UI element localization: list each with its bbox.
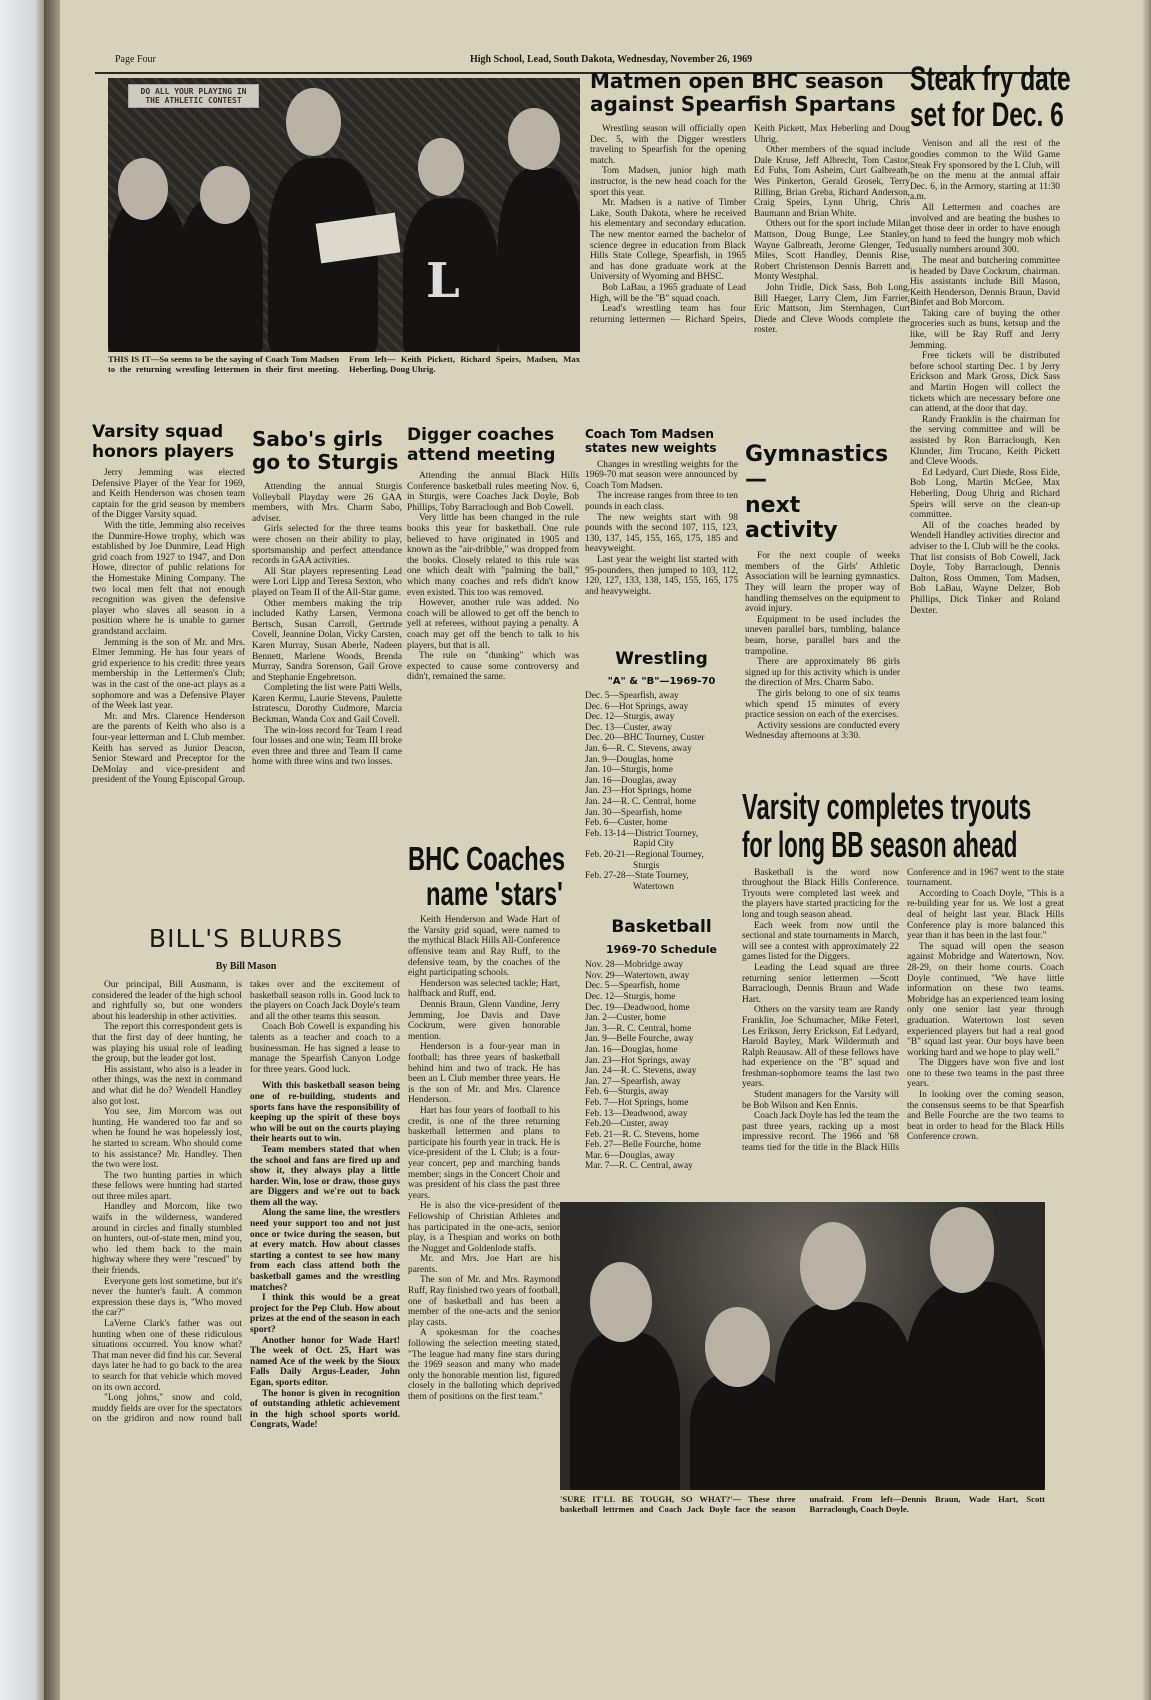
schedule-item: Dec. 20—BHC Tourney, Custer — [585, 733, 705, 744]
weights-headline: Coach Tom Madsen states new weights — [585, 427, 717, 455]
paragraph: Hart has four years of football to his credit, is one of the three returning basketball lettermen and plans to participate his fourth year in track. He is vice-president of the L Club; is a four-year concert, pep and marching bands member; sings in the Concert Choir and was president of his class the past three years. — [408, 1105, 560, 1201]
paragraph: Attending the annual Black Hills Conference basketball rules meeting Nov. 6, in Sturgis, were Coaches Jack Doyle, Bob Phillips, Toby Barraclough and Bob Cowell. — [407, 471, 579, 513]
schedule-item: Jan. 6—R. C. Stevens, away — [585, 744, 692, 755]
sabo-body — [252, 482, 402, 768]
paragraph: Handley and Morcom, like two waifs in the wilderness, wandered around in circles and finally stumbled on hunters, out-of-state men, mind you, who led them back to the main highway where they were "rescued" by their friends. — [92, 1202, 242, 1277]
gymnastics-article — [745, 442, 900, 742]
varsity-squad-headline: Varsity squad honors players — [92, 422, 235, 462]
paragraph: A spokesman for the coaches following the selection meeting stated, "The league had many fine stars during the 1969 season and many who made only the honorable mention list, figured closely in the balloting which deprived them of positions on the first team." — [408, 1328, 560, 1402]
schedule-item: Feb. 27-28—State Tourney, — [585, 871, 689, 882]
steak-fry-body — [910, 139, 1060, 616]
paragraph: The two hunting parties in which these fellows were hunting had started out three miles apart. — [92, 1170, 242, 1202]
steak-fry-headline-2: set for Dec. 6 — [910, 95, 1064, 134]
gymnastics-body — [745, 551, 900, 742]
paragraph: The son of Mr. and Mrs. Raymond Ruff, Ray finished two years of football, one of basketball and has been a member of the one-acts and the senior play casts. — [408, 1275, 560, 1328]
bhc-stars-headline-2: name 'stars' — [426, 874, 563, 912]
matmen-headline: Matmen open BHC season against Spearfish Spartans — [590, 69, 896, 116]
schedule-item: Dec. 6—Hot Springs, away — [585, 701, 689, 712]
weights-article — [585, 428, 738, 597]
paragraph: Jerry Jemming was elected Defensive Player of the Year for 1969, and Keith Henderson was chosen team captain for the grid season by members of the Digger Varsity squad. — [92, 468, 245, 521]
paragraph: The girls belong to one of six teams which spend 15 minutes of every practice session on each of the exercises. — [745, 688, 900, 721]
paragraph: Mr. Madsen is a native of Timber Lake, South Dakota, where he received his elementary and secondary education. The new mentor earned the bachelor of science degree in education from Black Hills State College, Spearfish, in 1965 and has done graduate work at the University of Wyoming and BHSC. — [590, 198, 746, 283]
schedule-item: Jan. 9—Belle Fourche, away — [585, 1034, 694, 1045]
paragraph: Equipment to be used includes the uneven parallel bars, tumbling, balance beam, horse, parallel bars and the trampoline. — [745, 614, 900, 657]
matmen-article — [590, 70, 910, 409]
schedule-item: Dec. 5—Spearfish, away — [585, 691, 679, 702]
gymnastics-headline-1: Gymnastics — — [745, 442, 889, 493]
paragraph: Jemming is the son of Mr. and Mrs. Elmer Jemming. He has four years of grid experience to his credit: three years membership in the Lettermen's Club; was in the cast of the one-act plays as a sophomore and was a Defensive Player of the Week last year. — [92, 637, 245, 712]
paragraph: Basketball is the word now throughout the Black Hills Conference. Tryouts were completed last week and the players have started practicing for the long and tough season ahead. — [742, 867, 899, 920]
paragraph: Coach Bob Cowell is expanding his talents as a teacher and coach to a businessman. He has signed a lease to manage the Spearfish Canyon Lodge for three years. Good luck. — [250, 1022, 400, 1075]
schedule-item: Nov. 28—Mobridge away — [585, 960, 684, 971]
schedule-item: Dec. 19—Deadwood, home — [585, 1002, 690, 1013]
paragraph: According to Coach Doyle, "This is a re-building year for us. We lost a great deal of height last year. Black Hills Conference play is more balanced this year than it has been in the last four." — [907, 888, 1064, 942]
paragraph: Ed Ledyard, Curt Diede, Ross Eide, Bob Long, Martin McGee, Max Heberling, Doug Uhrig and Richard Speirs will serve on the clean-up committee. — [910, 467, 1060, 521]
paragraph: All Star players representing Lead were Lori Lipp and Teresa Sexton, who played on Team II of the All-Star game. — [252, 566, 402, 598]
page-edge — [1143, 0, 1151, 1700]
paragraph: Each week from now until the sectional and state tournaments in March, will see a contest with approximately 22 games listed for the Diggers. — [742, 920, 899, 963]
paragraph: Wrestling season will officially open Dec. 5, with the Digger wrestlers traveling to Spearfish for the opening match. — [590, 124, 746, 166]
paragraph: The increase ranges from three to ten pounds in each class. — [585, 491, 738, 512]
schedule-item: Feb. 20-21—Regional Tourney, — [585, 849, 704, 860]
bhc-stars-headline-1: BHC Coaches — [408, 840, 566, 877]
paragraph: Henderson was selected tackle; Hart, halfback and Ruff, end. — [408, 978, 560, 1000]
wrestling-list — [585, 691, 738, 892]
blurbs-column — [92, 924, 400, 1600]
paragraph: Changes in wrestling weights for the 1969-70 mat season were announced by Coach Tom Madsen. — [585, 459, 738, 491]
wrestling-photo-caption: THIS IS IT—So seems to be the saying of Coach Tom Madsen to the returning wrestling lettermen in their first meeting. From left— Keith Pickett, Richard Speirs, Madsen, Max Heberling, Doug Uhrig. — [108, 354, 580, 374]
schedule-item: Feb. 27—Belle Fourche, home — [585, 1140, 701, 1151]
paragraph: His assistant, who also is a leader in other things, was the next in command and what did he do? Wendell Handley also got lost. — [92, 1064, 242, 1107]
schedule-item: Feb. 6—Sturgis, away — [585, 1087, 669, 1098]
paragraph: Henderson is a four-year man in football; has three years of basketball behind him and two of track. He has been an L Club member three years. He is the son of Mr. and Mrs. Clarence Henderson. — [408, 1042, 560, 1106]
paragraph: However, another rule was added. No coach will be allowed to get off the bench to yell at referees, without paying a penalty. A coach may get off the bench to talk to his players, but that is all. — [407, 598, 579, 651]
paragraph: Keith Henderson and Wade Hart of the Varsity grid squad, were named to the mythical Black Hills All-Conference offensive team and Ray Ruff, to the defensive team, by the coaches of the eight participating schools. — [408, 915, 560, 979]
schedule-item: Jan. 16—Douglas, home — [585, 1044, 678, 1055]
basketball-photo — [560, 1202, 1045, 1490]
schedule-item: Jan. 16—Douglas, away — [585, 775, 677, 786]
schedule-item: Feb. 13—Deadwood, away — [585, 1108, 688, 1119]
blurbs-byline: By Bill Mason — [215, 961, 277, 972]
paragraph: Mr. and Mrs. Joe Hart are his parents. — [408, 1254, 560, 1275]
paragraph: Bob LaBau, a 1965 graduate of Lead High, will be the "B" squad coach. — [590, 282, 746, 304]
tryouts-article — [742, 788, 1064, 1188]
steak-fry-article — [910, 60, 1071, 616]
schedule-item: Jan. 9—Douglas, home — [585, 754, 674, 765]
tryouts-body — [742, 868, 1064, 1188]
photo-sign: DO ALL YOUR PLAYING IN THE ATHLETIC CONTEST — [128, 84, 259, 108]
page-number: Page Four — [115, 54, 156, 65]
paragraph: The new weights start with 98 pounds with the second 107, 115, 123, 130, 137, 145, 155, 165, 175, 185 and heavyweight. — [585, 512, 738, 555]
schedule-item: Dec. 5—Spearfish, home — [585, 981, 680, 992]
schedule-item: Jan. 27—Spearfish, away — [585, 1076, 681, 1087]
schedule-item: Dec. 13—Custer, away — [585, 722, 673, 733]
paragraph: "Long johns," snow and cold, muddy fields are over for the spectators on the gridiron and now round ball takes over and the excitement of basketball season rolls in. Good luck to the players on Coach Jack Doyle's team and all the other teams this season. — [92, 980, 400, 1425]
basketball-subtitle: 1969-70 Schedule — [606, 942, 717, 956]
paragraph: Team members stated that when the school and fans are fired up and show it, they always play a little harder. Win, lose or draw, those guys are Diggers and we're out to back them all the way. — [250, 1144, 400, 1208]
varsity-squad-article — [92, 423, 245, 786]
paragraph: LaVerne Clark's father was out hunting when one of these ridiculous situations occurred. You know what? That man never did find his car. Several days later he had to go back to the area to search for that vehicle which moved on its own accord. — [92, 1319, 242, 1393]
schedule-item: Sturgis — [633, 860, 660, 871]
paragraph: There are approximately 86 girls signed up for this activity which is under the direction of Mrs. Charm Sabo. — [745, 657, 900, 689]
page-margin — [0, 0, 44, 1700]
schedule-item: Jan. 2—Custer, home — [585, 1013, 666, 1024]
schedule-item: Feb.20—Custer, away — [585, 1119, 669, 1130]
paragraph: The meat and butchering committee is headed by Dave Cockrum, chairman. His assistants include Bill Mason, Keith Henderson, Dennis Braun, David Binfet and Bob Morcom. — [910, 255, 1060, 309]
paragraph: Dennis Braun, Glenn Vandine, Jerry Jemming, Joe Davis and Dave Cockrum, were given honorable mention. — [408, 1000, 560, 1042]
schedule-item: Jan. 23—Hot Springs, away — [585, 1055, 691, 1066]
paragraph: Other members of the squad include Dale Kruse, Jeff Albrecht, Tom Castor, Ed Fuhs, Tom Asheim, Curt Galbreath, Wes Pinkerton, Gerald Grosek, Terry Rilling, Brian Greba, Richard Anderson, Craig Speirs, Lynn Uhrig, Chris Baumann and Brian White. — [754, 145, 910, 219]
paragraph: Along the same line, the wrestlers need your support too and not just once or twice during the season, but at every match. How about classes starting a contest to see how many from each class attend both the basketball games and the wrestling matches? — [250, 1208, 400, 1293]
paragraph: Everyone gets lost sometime, but it's never the hunter's fault. A common expression these days is, "Who moved the car?" — [92, 1276, 242, 1319]
schedule-item: Dec. 12—Sturgis, home — [585, 991, 676, 1002]
digger-coaches-headline: Digger coaches attend meeting — [407, 425, 556, 465]
wrestling-title: Wrestling — [615, 649, 708, 669]
paragraph: The report this correspondent gets is that the first day of deer hunting, he was playing his usual role of leading the group, but the leader got lost. — [92, 1022, 242, 1065]
schedule-item: Jan. 10—Sturgis, home — [585, 765, 673, 776]
schedule-item: Feb. 6—Custer, home — [585, 818, 668, 829]
basketball-photo-caption: 'SURE IT'LL BE TOUGH, SO WHAT?'— These three basketball lettrmen and Coach Jack Doyle face the season unafraid. From left—Dennis Braun, Wade Hart, Scott Barraclough, Coach Doyle. — [560, 1494, 1045, 1514]
schedule-item: Nov. 29—Watertown, away — [585, 970, 690, 981]
schedule-item: Jan. 3—R. C. Central, home — [585, 1023, 692, 1034]
paragraph: Others on the varsity team are Randy Franklin, Joe Schumacher, Mike Feterl, Les Erikson, Jerry Erickson, Ed Ledyard, Harold Bayley, Mark Wildermuth and Ralph Reausaw. All of these fellows have had experience on the "B" squad and freshman-sophomore teams the last two years. — [742, 1005, 899, 1090]
paragraph: John Tridle, Dick Sass, Bob Long, Bill Haeger, Larry Clem, Jim Farrier, Eric Mattson, Jim Sternhagen, Curt Diede and Cleve Woods complete the roster. — [754, 282, 910, 336]
paragraph: Student managers for the Varsity will be Bob Wilson and Ken Ennis. — [742, 1090, 899, 1111]
paragraph: Lead's wrestling team has four returning lettermen — Richard Speirs, Keith Pickett, Max Heberling and Doug Uhrig. — [590, 124, 910, 325]
paragraph: With the title, Jemming also receives the Dunmire-Howe trophy, which was established by Joe Dunmire, Lead High grid coach from 1927 to 1947, and Don Howe, director of public relations for the Homestake Mining Company. The two local men felt that not enough recognition was given the defensive player who slaves all season in a position where he is unable to garner grandstand acclaim. — [92, 521, 245, 637]
basketball-title: Basketball — [611, 917, 712, 937]
matmen-body — [590, 124, 910, 409]
bhc-stars-body — [408, 915, 560, 1402]
paragraph: Other members making the trip included Kathy Larsen, Vermona Bertsch, Susan Carroll, Gertrude Covell, Jeannine Dolan, Vicky Carsten, Karen Murray, Susan Aberle, Nadeen Bennett, Marlene Woods, Brenda Murray, Sandra Sorenson, Gail Grove and Stephanie Engebretson. — [252, 598, 402, 683]
paragraph: Activity sessions are conducted every Wednesday afternoons at 3:30. — [745, 720, 900, 742]
paragraph: Taking care of buying the other groceries such as buns, ketsup and the like, will be Ray Ruff and Jerry Jemming. — [910, 308, 1060, 351]
schedule-item: Jan. 24—R. C. Central, home — [585, 796, 696, 807]
paragraph: Completing the list were Patti Wells, Karen Kermu, Laurie Stevens, Paulette Istratescu, Dorothy Cudmore, Marcia Beckman, Wanda Cox and Gail Covell. — [252, 683, 402, 726]
paragraph: Venison and all the rest of the goodies common to the Wild Game Steak Fry sponsored by the L Club, will be on the menu at the annual affair Dec. 6, in the Armory, starting at 11:30 a.m. — [910, 139, 1060, 203]
gymnastics-headline-2: next activity — [745, 492, 838, 543]
schedule-item: Feb. 7—Hot Springs, home — [585, 1097, 689, 1108]
tryouts-headline-2: for long BB season ahead — [742, 823, 1018, 865]
varsity-squad-body — [92, 468, 245, 786]
weights-body — [585, 460, 738, 598]
basketball-schedule — [585, 918, 738, 1172]
paragraph: The win-loss record for Team I read four losses and one win; Team III broke even three and three and Team II came home with three wins and two losses. — [252, 725, 402, 768]
sabo-headline: Sabo's girls go to Sturgis — [252, 427, 399, 474]
schedule-item: Rapid City — [633, 839, 674, 850]
paragraph: Tom Madsen, junior high math instructor, is the new head coach for the sport this year. — [590, 166, 746, 198]
schedule-item: Mar. 7—R. C. Central, away — [585, 1161, 693, 1172]
tryouts-headline-1: Varsity completes tryouts — [742, 786, 1032, 827]
paragraph: The rule on "dunking" which was expected to cause some controversy and didn't, remained the same. — [407, 651, 579, 683]
paragraph: Last year the weight list started with 95-pounders, then jumped to 103, 112, 120, 127, 133, 138, 145, 155, 165, 175 and heavyweight. — [585, 554, 738, 597]
digger-coaches-body — [407, 471, 579, 683]
wrestling-photo: DO ALL YOUR PLAYING IN THE ATHLETIC CONTEST L — [108, 78, 580, 352]
paragraph: For the next couple of weeks members of the Girls' Athletic Association will be learning gymnastics. They will learn the proper way of handling themselves on the equipment to avoid injury. — [745, 551, 900, 615]
paragraph: He is also the vice-president of the Fellowship of Christian Athletes and has participated in the one-acts, senior play, is a Thespian and works on both the Nugget and Goldenlode staffs. — [408, 1201, 560, 1254]
schedule-item: Jan. 23—Hot Springs, home — [585, 786, 692, 797]
wrestling-subtitle: "A" & "B"—1969-70 — [607, 675, 716, 687]
paragraph: The honor is given in recognition of outstanding athletic achievement in the high school sports world. Congrats, Wade! — [250, 1388, 400, 1431]
digger-coaches-article — [407, 426, 579, 683]
blurbs-bold-body — [250, 1081, 400, 1431]
paragraph: The squad will open the season against Mobridge and Watertown, Nov. 28-29, on their home courts. Coach Doyle continued, "We have little information on these two teams. Mobridge has an experienced team losing only one senior last year through graduation. Watertown lost seven experienced players but had a real good "B" squad last year. Our boys have been working hard and we hope to play well." — [907, 941, 1064, 1058]
paragraph: Mr. and Mrs. Clarence Henderson are the parents of Keith who also is a four-year letterman and L Club member. Keith has served as Junior Deacon, Senior Steward and Preceptor for the DeMolay and vice-president and president of the Young Episcopal Group. — [92, 711, 245, 786]
wrestling-schedule — [585, 650, 738, 892]
paragraph: You see, Jim Morcom was out hunting. He wandered too far and so when he found he was hopelessly lost, he started to scream. Who should come to his assistance? Mr. Handley. Then the two were lost. — [92, 1107, 242, 1171]
schedule-item: Feb. 13-14—District Tourney, — [585, 828, 699, 839]
paragraph: Attending the annual Sturgis Volleyball Playday were 26 GAA members, with Mrs. Charm Sabo, adviser. — [252, 482, 402, 524]
paragraph: Others out for the sport include Milan Mattson, Doug Bunge, Lee Stanley, Wayne Galbreath, Jerome Glenger, Ted Miles, Scott Handley, Dennis Rise, Robert Christenson Dennis Barrett and Monty Westphal. — [754, 219, 910, 283]
paragraph: Coach Jack Doyle has led the team the past three years, racking up a most impressive record. The 1966 and '68 teams tied for the title in the Black Hills Conference and in 1967 went to the state tournament. — [742, 867, 1064, 1154]
schedule-item: Jan. 24—R. C. Stevens, away — [585, 1066, 697, 1077]
paragraph: In looking over the coming season, the consensus seems to be that Spearfish and Belle Fourche are the two teams to beat in order to head for the Black Hills Conference crown. — [907, 1090, 1064, 1143]
blurbs-headline: BILL'S BLURBS — [148, 924, 344, 953]
bhc-stars-article — [408, 840, 566, 1403]
masthead-line: High School, Lead, South Dakota, Wednesday, November 26, 1969 — [470, 54, 753, 65]
sabo-article — [252, 428, 402, 768]
basketball-list — [585, 960, 738, 1172]
paragraph: Leading the Lead squad are three returning senior lettermen —Scott Barraclough, Dennis Braun and Wade Hart. — [742, 962, 899, 1005]
binding-shadow — [44, 0, 60, 1700]
schedule-item: Jan. 30—Spearfish, home — [585, 807, 682, 818]
paragraph: The Diggers have won five and lost one to these two teams in the past three years. — [907, 1058, 1064, 1090]
paragraph: Very little has been changed in the rule books this year for basketball. One rule believed to have originated in 1905 and known as the "air-dribble," was dropped from the books. Closely related to this rule was one which dealt with "palming the ball," which many coaches and refs didn't know even existed. This too was removed. — [407, 513, 579, 598]
paragraph: All Lettermen and coaches are involved and are beating the bushes to get those deer in order to have enough on hand to feed the hungry mob which usually numbers around 300. — [910, 202, 1060, 256]
schedule-item: Feb. 21—R. C. Stevens, home — [585, 1129, 700, 1140]
paragraph: I think this would be a great project for the Pep Club. How about prizes at the end of the season in each sport? — [250, 1293, 400, 1335]
paragraph: With this basketball season being one of re-building, students and sports fans have the responsibility of keeping up the spirit of these boys who will be out on the courts playing their hearts out to win. — [250, 1081, 400, 1145]
paragraph: Our principal, Bill Ausmann, is considered the leader of the high school and rightfully so, but one wonders about his leadership in other activities. — [92, 980, 242, 1022]
paragraph: Randy Franklin is the chairman for the serving committee and will be assisted by Ron Barraclough, Ken Klunder, Jim Trucano, Keith Pickett and Cleve Woods. — [910, 414, 1060, 468]
schedule-item: Mar. 6—Douglas, away — [585, 1150, 675, 1161]
steak-fry-headline-1: Steak fry date — [910, 60, 1071, 98]
paragraph: Free tickets will be distributed before school starting Dec. 1 by Jerry Erickson and Mark Gross, Dick Sass and Martin Hogen will collect the tickets which are necessary before one can attend, at the door that day. — [910, 351, 1060, 415]
schedule-item: Watertown — [633, 881, 674, 892]
paragraph: Girls selected for the three teams were chosen on their ability to play, sportsmanship and perfect attendance records in GAA activities. — [252, 524, 402, 567]
schedule-item: Dec. 12—Sturgis, away — [585, 712, 675, 723]
paragraph: Another honor for Wade Hart! The week of Oct. 25, Hart was named Ace of the week by the Sioux Falls Daily Argus-Leader, John Egan, sports editor. — [250, 1335, 400, 1388]
paragraph: All of the coaches headed by Wendell Handley activities director and adviser to the L Club will be the cooks. That list consists of Bob Cowell, Jack Doyle, Toby Barraclough, Dennis Dalton, Ross Ommen, Tom Madsen, Bob LaBau, Wayne Delzer, Bob Phillips, Dick Tinker and Roland Dexter. — [910, 520, 1060, 616]
